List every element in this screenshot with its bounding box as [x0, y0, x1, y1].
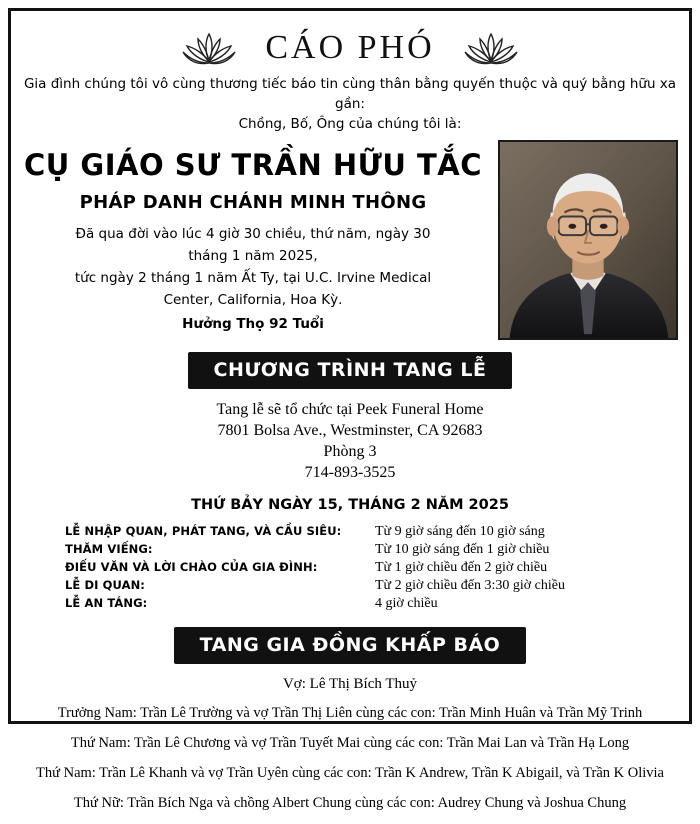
table-row	[65, 559, 635, 577]
portrait-photo	[498, 140, 678, 340]
schedule-time: Từ 9 giờ sáng đến 10 giờ sáng	[375, 524, 545, 539]
name-block	[22, 138, 484, 335]
header	[22, 28, 678, 68]
age-line: Hưởng Thọ 92 Tuổi	[182, 316, 324, 332]
intro-line-2: Chồng, Bố, Ông của chúng tôi là:	[238, 116, 462, 132]
venue-info	[22, 399, 678, 483]
schedule-label: LỄ DI QUAN:	[65, 578, 145, 592]
family-wife: Vợ: Lê Thị Bích Thuỷ	[282, 676, 418, 692]
passing-line-2: tháng 1 năm 2025,	[188, 248, 318, 264]
schedule-label: THĂM VIẾNG:	[65, 542, 153, 556]
venue-phone: 714-893-3525	[304, 464, 396, 481]
lotus-icon	[179, 28, 239, 68]
passing-line-3: tức ngày 2 tháng 1 năm Ất Ty, tại U.C. Irvine Medical	[74, 270, 432, 286]
intro-text	[22, 74, 678, 134]
list-item: Thứ Nam: Trần Lê Chương và vợ Trần Tuyết Mai cùng các con: Trần Mai Lan và Trần Hạ Long	[70, 735, 630, 751]
venue-line-1: Tang lễ sẽ tổ chức tại Peek Funeral Home	[216, 401, 484, 418]
list-item: Thứ Nữ: Trần Bích Nga và chồng Albert Chung cùng các con: Audrey Chung và Joshua Chung	[73, 795, 627, 811]
schedule-label: LỄ NHẬP QUAN, PHÁT TANG, VÀ CẦU SIÊU:	[65, 524, 342, 538]
family-section	[22, 676, 678, 813]
lotus-icon	[461, 28, 521, 68]
table-row	[65, 541, 635, 559]
schedule-time: 4 giờ chiều	[375, 596, 438, 611]
program-banner: CHƯƠNG TRÌNH TANG LỄ	[188, 352, 513, 389]
schedule-time: Từ 10 giờ sáng đến 1 giờ chiều	[375, 542, 550, 557]
family-banner: TANG GIA ĐỒNG KHẤP BÁO	[174, 627, 527, 664]
venue-line-2: 7801 Bolsa Ave., Westminster, CA 92683	[217, 422, 483, 439]
service-date: THỨ BẢY NGÀY 15, THÁNG 2 NĂM 2025	[191, 497, 509, 513]
page-title: CÁO PHÓ	[265, 29, 435, 66]
table-row	[65, 595, 635, 613]
table-row	[65, 577, 635, 595]
passing-details	[22, 223, 484, 311]
table-row	[65, 523, 635, 541]
list-item: Thứ Nam: Trần Lê Khanh và vợ Trần Uyên cùng các con: Trần K Andrew, Trần K Abigail, và Trần K Olivia	[36, 765, 664, 781]
list-item: Trưởng Nam: Trần Lê Trường và vợ Trần Thị Liên cùng các con: Trần Minh Huân và Trần Mỹ Trinh	[57, 705, 643, 721]
schedule-label: LỄ AN TÁNG:	[65, 596, 148, 610]
page-content	[22, 16, 678, 824]
deceased-section	[22, 138, 678, 338]
passing-line-4: Center, California, Hoa Kỳ.	[163, 292, 343, 308]
intro-line-1: Gia đình chúng tôi vô cùng thương tiếc báo tin cùng thân bằng quyến thuộc và quý bằng hữu xa gần:	[23, 76, 677, 112]
venue-line-3: Phòng 3	[323, 443, 377, 460]
schedule-time: Từ 2 giờ chiều đến 3:30 giờ chiều	[375, 578, 565, 593]
passing-line-1: Đã qua đời vào lúc 4 giờ 30 chiều, thứ năm, ngày 30	[75, 226, 431, 242]
schedule-time: Từ 1 giờ chiều đến 2 giờ chiều	[375, 560, 548, 575]
schedule-label: ĐIẾU VĂN VÀ LỜI CHÀO CỦA GIA ĐÌNH:	[65, 560, 318, 574]
schedule-table	[65, 523, 635, 613]
dharma-name: PHÁP DANH CHÁNH MINH THÔNG	[79, 192, 427, 213]
deceased-name: CỤ GIÁO SƯ TRẦN HỮU TẮC	[24, 148, 482, 182]
